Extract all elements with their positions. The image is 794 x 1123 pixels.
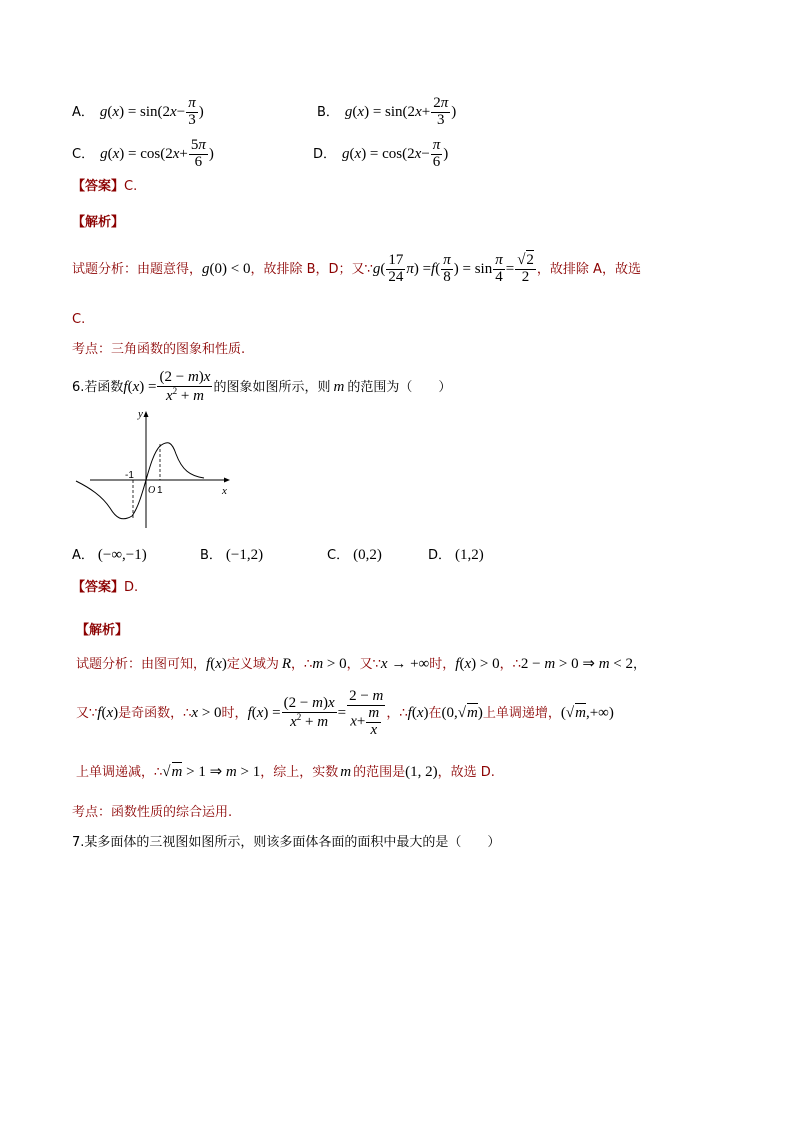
text: 上单调递增， <box>482 706 561 722</box>
option-label: C． <box>327 548 350 563</box>
q5-analysis-cont: C. <box>72 312 86 327</box>
text: 上单调递减，∴ <box>76 765 163 780</box>
question-var: m <box>333 378 345 395</box>
q6-option-d <box>428 548 484 563</box>
option-d-label: D． <box>313 146 337 162</box>
q5-analysis-line: 试题分析：由题意得， g (0) < 0 ，故排除 B，D；又∵ g ( $\frac{17}{24}$ π ) = f ( $\frac{\pi}{8}$ ) = sin $\frac{\pi}{4}$ = $\frac{√2}{2}$ ，故排除 A，故选 <box>72 252 641 285</box>
text: ，∴ <box>499 657 521 672</box>
text: 是奇函数，∴ <box>118 706 192 722</box>
q5-answer <box>72 180 137 193</box>
option-b-label: B． <box>317 104 339 120</box>
q6-analysis-line-1: 试题分析：由图可知， f ( x ) 定义域为 R ，∴ m > 0 ，又∵ x → +∞ 时， f(x) > 0 ，∴ 2 − m > 0 ⇒ m < 2 ， <box>76 656 647 672</box>
q5-analysis-label: 【解析】 <box>72 215 125 230</box>
q6-kaodian: 考点：函数性质的综合运用. <box>72 805 233 820</box>
function-graph <box>72 408 242 533</box>
option-value: (1,2) <box>455 547 484 563</box>
analysis-mid1: ，故排除 B，D；又∵ <box>250 261 373 277</box>
q6-option-c <box>327 548 382 563</box>
q5-option-d: D． g ( x ) = cos(2 x − $\frac{\pi}{6}$ ) <box>313 137 449 170</box>
q6-analysis-label: 【解析】 <box>76 623 129 638</box>
text: 定义域为 <box>226 657 279 672</box>
analysis-mid2: ，故排除 A，故选 <box>536 261 641 277</box>
question-suffix: 的图象如图所示，则 <box>213 379 331 395</box>
option-value: (−∞,−1) <box>97 547 147 563</box>
option-c-label: C． <box>72 146 95 162</box>
option-label: B． <box>200 548 222 563</box>
answer-label: 【答案】 <box>72 580 125 595</box>
curve-right <box>146 443 204 480</box>
q6-answer <box>72 581 138 594</box>
neg-one-label: -1 <box>125 470 134 481</box>
q6-analysis-line-3: 上单调递减，∴ √m > 1 ⇒ m > 1 ，综上，实数 m 的范围是 (1, 2) ，故选 D. <box>76 764 495 780</box>
question-end: 的范围为（ ） <box>347 379 452 395</box>
answer-label: 【答案】 <box>72 179 125 194</box>
text: 的范围是 <box>353 765 406 780</box>
text: 在 <box>428 706 442 722</box>
y-axis-arrow-icon <box>144 411 149 417</box>
q6-option-b <box>200 548 263 563</box>
option-label: A． <box>72 548 94 563</box>
option-value: (0,2) <box>353 547 382 563</box>
q7-question: 7.某多面体的三视图如图所示，则该多面体各面的面积中最大的是（ ） <box>72 835 501 850</box>
analysis-prefix: 试题分析：由题意得， <box>72 261 203 277</box>
one-label: 1 <box>157 485 163 496</box>
text: 时， <box>221 706 248 722</box>
origin-label: O <box>148 485 156 496</box>
text: ，∴ <box>291 657 313 672</box>
text: ，综上，实数 <box>260 765 339 780</box>
q5-option-c: C． g ( x ) = cos(2 x + $\frac{5\pi}{6}$ ) <box>72 137 214 170</box>
q6-option-a <box>72 548 147 563</box>
curve-left <box>76 480 146 519</box>
text: 时， <box>429 657 456 672</box>
question-prefix: 6.若函数 <box>72 379 124 395</box>
x-axis-arrow-icon <box>224 478 230 483</box>
q6-question: 6.若函数 f ( x ) = $\frac{(2 - m)x}{x^2 + m}$ 的图象如图所示，则 m 的范围为（ ） <box>72 369 452 404</box>
option-a-label: A． <box>72 104 94 120</box>
q5-kaodian: 考点：三角函数的图象和性质. <box>72 342 246 357</box>
answer-value: C. <box>124 179 138 194</box>
option-label: D． <box>428 548 452 563</box>
y-label: y <box>138 408 143 420</box>
text: ，故选 D. <box>437 765 495 780</box>
text: 试题分析：由图可知， <box>76 657 207 672</box>
text: 又∵ <box>76 706 98 722</box>
q5-option-b: B． g ( x ) = sin(2 x + $\frac{2\pi}{3}$ ) <box>317 95 457 128</box>
x-label: x <box>222 485 227 497</box>
text: ，又∵ <box>346 657 381 672</box>
answer-value: D. <box>124 580 139 595</box>
option-value: (−1,2) <box>225 547 264 563</box>
text: ，∴ <box>386 706 408 722</box>
q5-option-a: A． g ( x ) = sin(2 x − $\frac{\pi}{3}$ ) <box>72 95 204 128</box>
q6-analysis-line-2: 又∵ f(x) 是奇函数，∴ x > 0 时， f(x) = $\frac{(2 - m)x}{x^2 + m}$ = 2 − m x+ $\frac{m}{x}$ ，∴ f(x) 在 (0,√m) 上单调递增， (√m,+∞) <box>76 688 614 738</box>
